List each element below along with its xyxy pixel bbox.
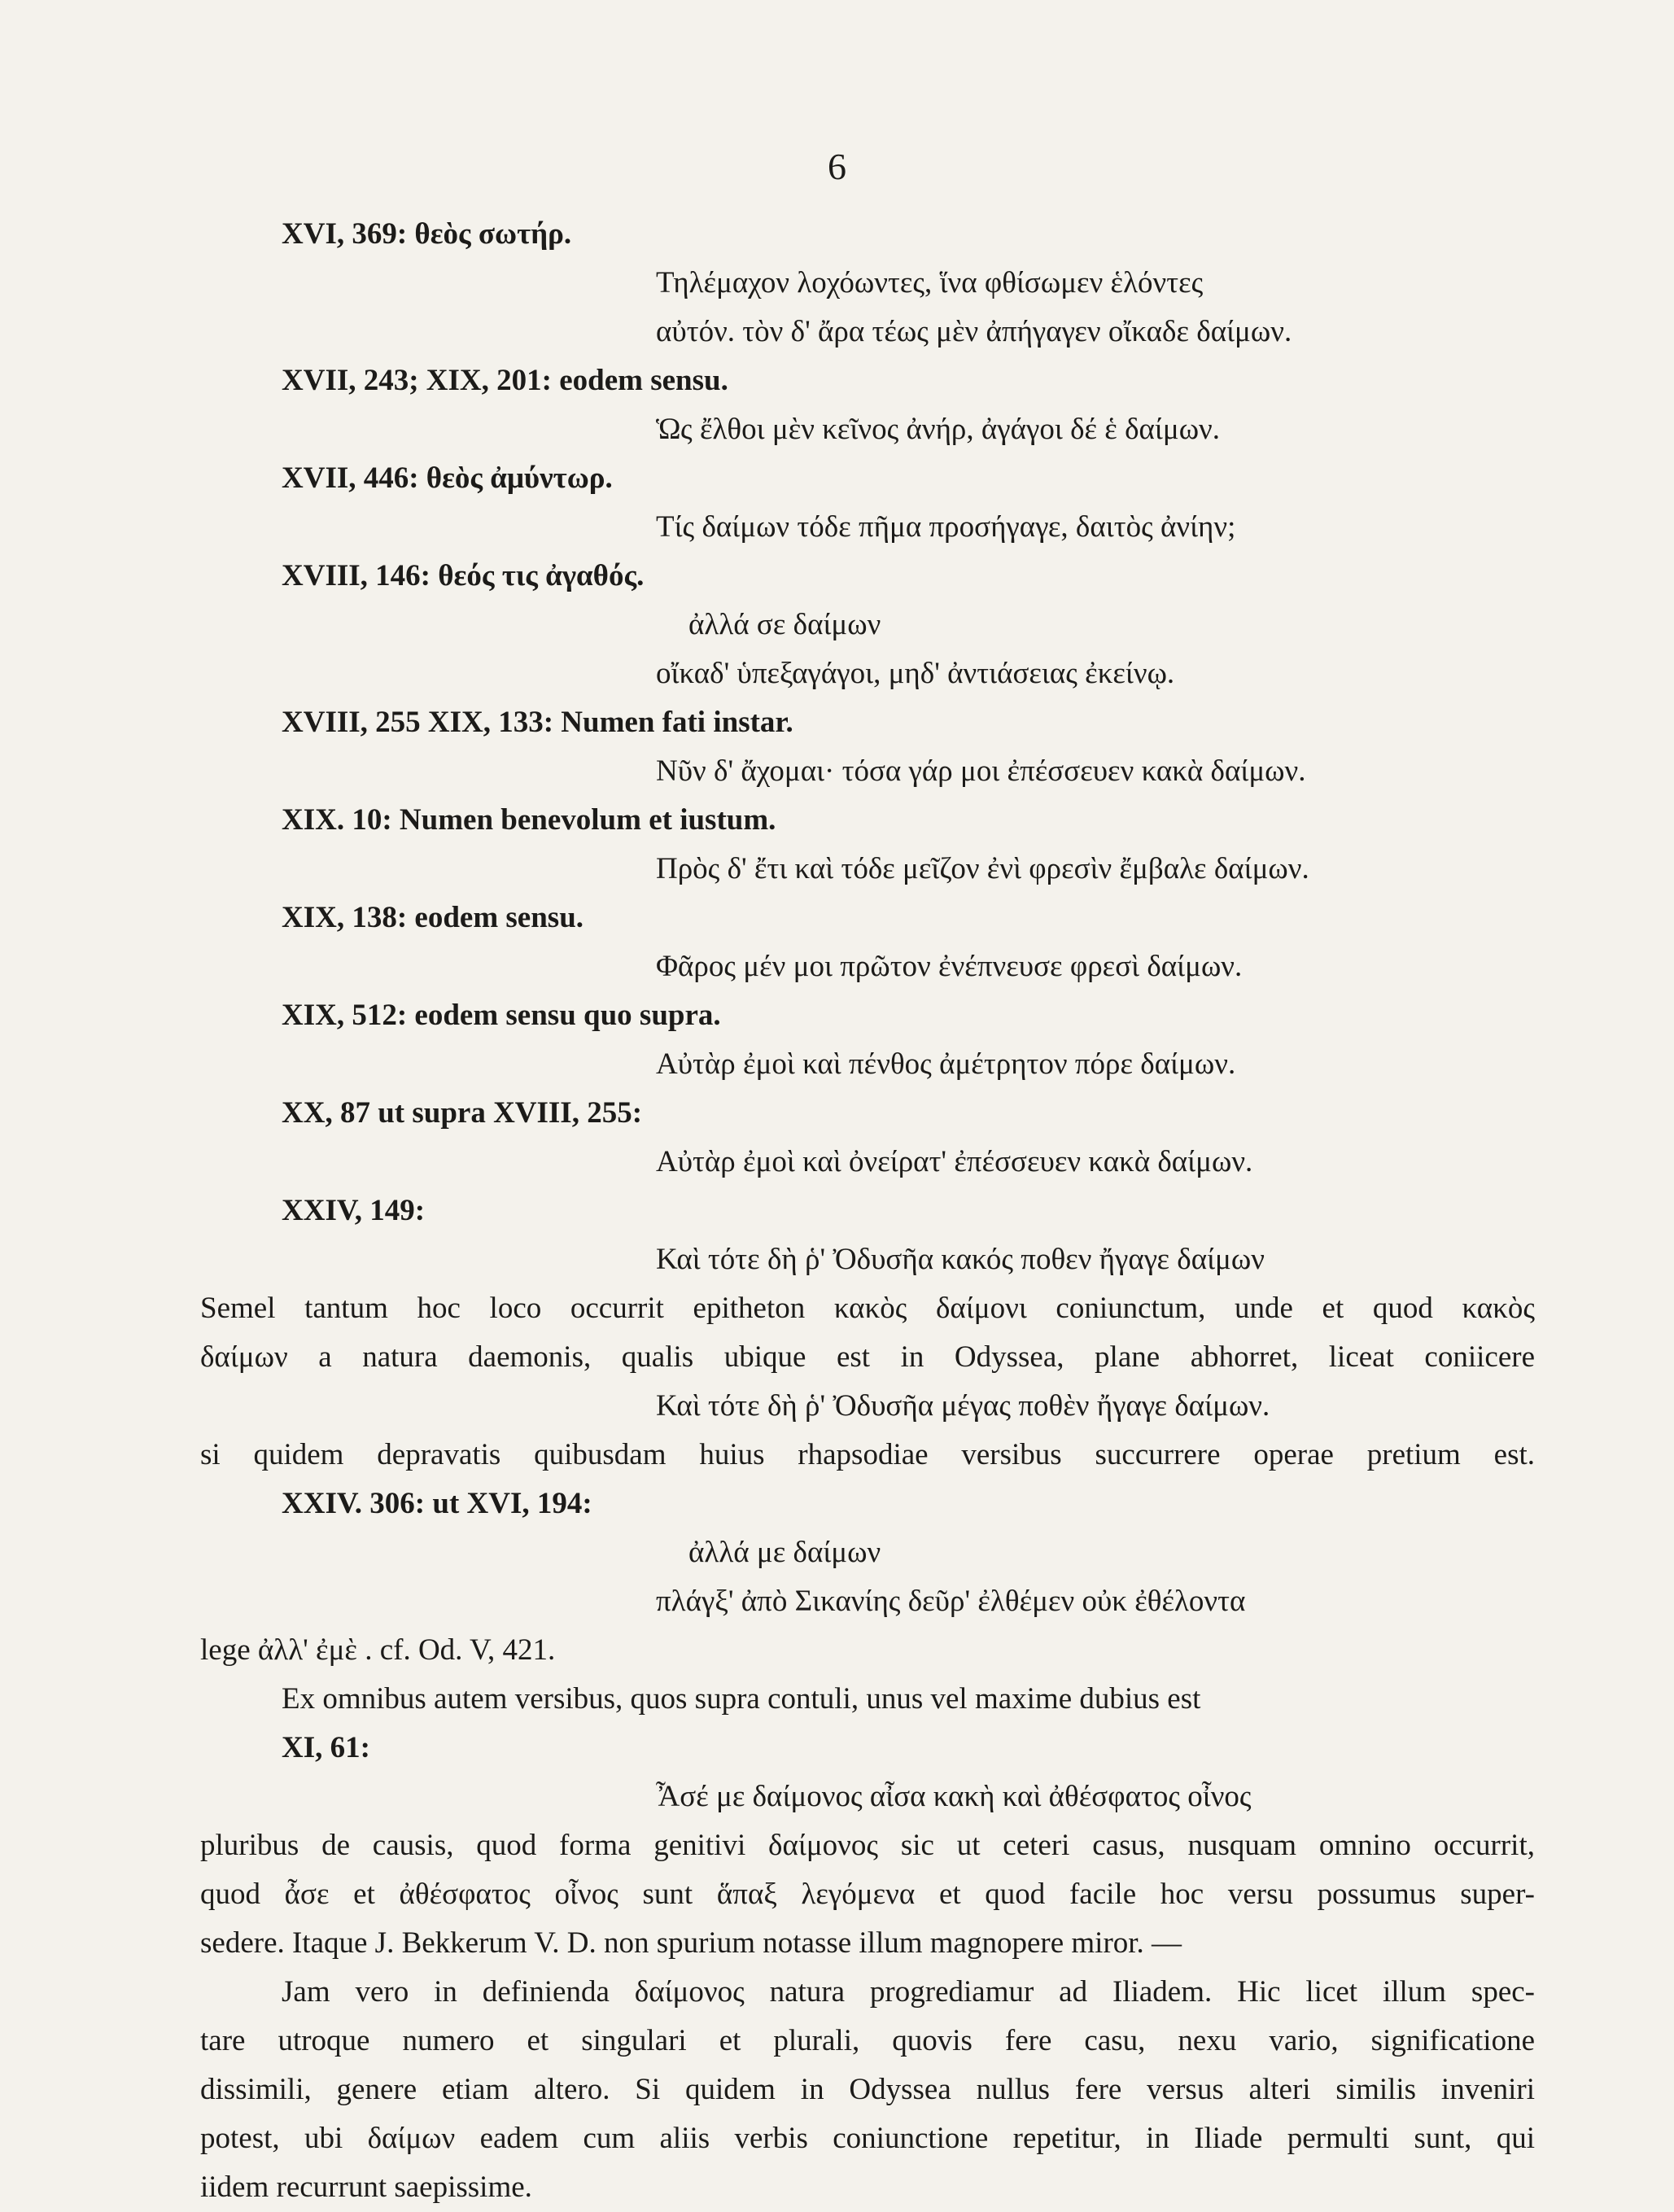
text-line: ἀλλά σε δαίμων <box>688 608 881 641</box>
text-line: XIX. 10: Numen benevolum et iustum. <box>282 803 776 837</box>
text-line: tare utroque numero et singulari et plurali, quovis fere casu, nexu vario, significatione <box>200 2024 1535 2057</box>
text-line: XI, 61: <box>282 1731 370 1764</box>
text-line: Ὡς ἔλθοι μὲν κεῖνος ἀνήρ, ἀγάγοι δέ ἑ δαίμων. <box>656 413 1221 446</box>
text-line: Τίς δαίμων τόδε πῆμα προσήγαγε, δαιτὸς ἀνίην; <box>656 510 1236 544</box>
text-line: XIX, 512: eodem sensu quo supra. <box>282 999 721 1032</box>
page-number: 6 <box>828 146 846 187</box>
text-line: sedere. Itaque J. Bekkerum V. D. non spurium notasse illum magnopere miror. — <box>200 1926 1182 1960</box>
text-line: Νῦν δ' ἄχομαι· τόσα γάρ μοι ἐπέσσευεν κακὰ δαίμων. <box>656 754 1306 788</box>
text-line: si quidem depravatis quibusdam huius rhapsodiae versibus succurrere operae pretium est. <box>200 1438 1535 1471</box>
text-line: Αὐτὰρ ἐμοὶ καὶ πένθος ἀμέτρητον πόρε δαίμων. <box>656 1047 1236 1081</box>
text-line: XIX, 138: eodem sensu. <box>282 901 584 934</box>
text-line: πλάγξ' ἀπὸ Σικανίης δεῦρ' ἐλθέμεν οὐκ ἐθέλοντα <box>656 1585 1246 1618</box>
text-line: αὐτόν. τὸν δ' ἄρα τέως μὲν ἀπήγαγεν οἴκαδε δαίμων. <box>656 315 1292 348</box>
text-line: Καὶ τότε δὴ ῥ' Ὀδυσῆα κακός ποθεν ἤγαγε δαίμων <box>656 1243 1265 1276</box>
text-line: Καὶ τότε δὴ ῥ' Ὀδυσῆα μέγας ποθὲν ἤγαγε δαίμων. <box>656 1389 1270 1423</box>
text-line: XVIII, 146: θεός τις ἀγαθός. <box>282 559 645 592</box>
text-line: lege ἀλλ' ἐμὲ . cf. Od. V, 421. <box>200 1633 556 1667</box>
text-line: δαίμων a natura daemonis, qualis ubique est in Odyssea, plane abhorret, liceat coniicere <box>200 1340 1535 1374</box>
text-line: ἀλλά με δαίμων <box>688 1536 881 1569</box>
text-line: XXIV, 149: <box>282 1194 426 1227</box>
text-line: Αὐτὰρ ἐμοὶ καὶ ὀνείρατ' ἐπέσσευεν κακὰ δαίμων. <box>656 1145 1253 1178</box>
text-line: pluribus de causis, quod forma genitivi δαίμονος sic ut ceteri casus, nusquam omnino occurrit, <box>200 1829 1535 1862</box>
text-line: XVI, 369: θεὸς σωτήρ. <box>282 217 572 251</box>
text-line: potest, ubi δαίμων eadem cum aliis verbis coniunctione repetitur, in Iliade permulti sunt, qui <box>200 2122 1535 2155</box>
page-body <box>200 210 1535 2212</box>
text-line: Semel tantum hoc loco occurrit epitheton κακὸς δαίμονι coniunctum, unde et quod κακὸς <box>200 1292 1535 1325</box>
text-line: XX, 87 ut supra XVIII, 255: <box>282 1096 643 1130</box>
text-line: Jam vero in definienda δαίμονος natura progrediamur ad Iliadem. Hic licet illum spec- <box>282 1975 1535 2009</box>
text-line: Ex omnibus autem versibus, quos supra contuli, unus vel maxime dubius est <box>282 1682 1201 1716</box>
text-line: quod ἆσε et ἀθέσφατος οἶνος sunt ἅπαξ λεγόμενα et quod facile hoc versu possumus super- <box>200 1878 1535 1911</box>
text-line: XXIV. 306: ut XVI, 194: <box>282 1487 592 1520</box>
text-line: iidem recurrunt saepissime. <box>200 2170 532 2204</box>
text-line: XVII, 243; XIX, 201: eodem sensu. <box>282 364 728 397</box>
text-line: XVIII, 255 XIX, 133: Numen fati instar. <box>282 706 793 739</box>
text-line: dissimili, genere etiam altero. Si quidem in Odyssea nullus fere versus alteri similis inveniri <box>200 2073 1535 2106</box>
text-line: XVII, 446: θεὸς ἀμύντωρ. <box>282 461 613 495</box>
text-line: οἴκαδ' ὑπεξαγάγοι, μηδ' ἀντιάσειας ἐκείνῳ. <box>656 657 1175 690</box>
text-line: Πρὸς δ' ἔτι καὶ τόδε μεῖζον ἐνὶ φρεσὶν ἔμβαλε δαίμων. <box>656 852 1309 885</box>
text-line: Ἆσέ με δαίμονος αἶσα κακὴ καὶ ἀθέσφατος οἶνος <box>656 1780 1252 1813</box>
text-line: Φᾶρος μέν μοι πρῶτον ἐνέπνευσε φρεσὶ δαίμων. <box>656 950 1243 983</box>
text-line: Τηλέμαχον λοχόωντες, ἵνα φθίσωμεν ἑλόντες <box>656 266 1204 299</box>
